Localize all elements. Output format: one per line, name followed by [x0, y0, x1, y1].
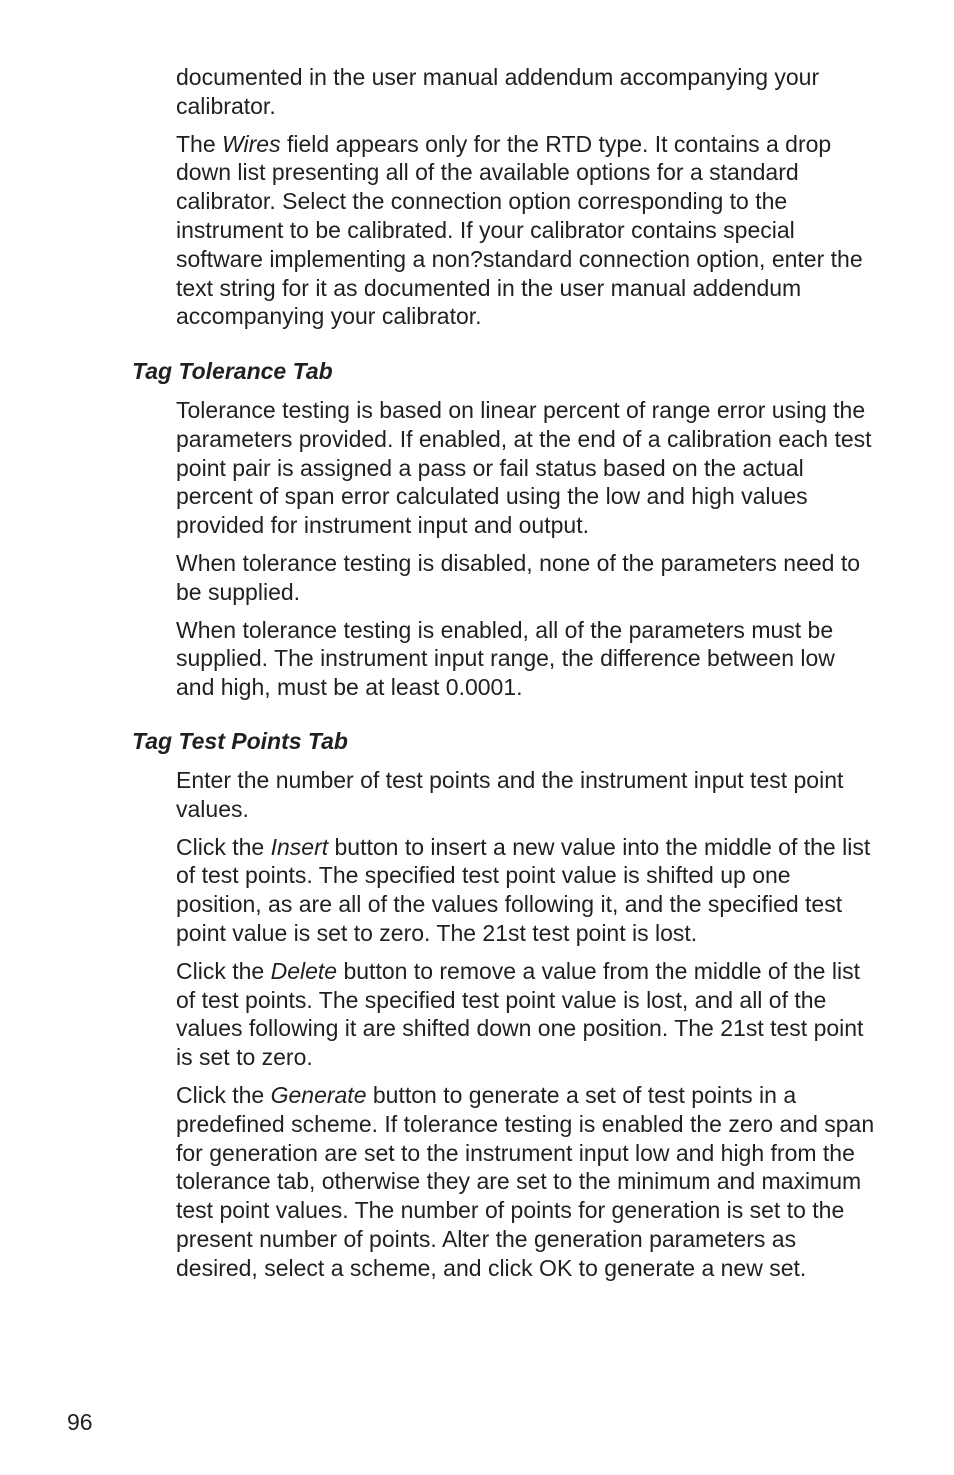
generate-paragraph [176, 1081, 876, 1283]
testpoints-heading: Tag Test Points Tab [132, 728, 348, 754]
generate-text-c: button to generate a set of test points in a predefined scheme. If tolerance testing is enabled the zero and span for generation are set to the instrument input low and high from the tolerance tab, otherwise they are set to the minimum and maximum test point values. The number of points for generation is set to the present number of points. Alter the generation parameters as desired, select a scheme, and click OK to generate a new set. [176, 1081, 875, 1281]
testpoints-section [176, 766, 876, 1292]
wires-paragraph [176, 130, 876, 332]
tolerance-paragraph-3: When tolerance testing is enabled, all of the parameters must be supplied. The instrument input range, the difference between low and high, must be at least 0.0001. [176, 616, 835, 701]
generate-text-a: Click the [176, 1081, 271, 1108]
tolerance-section [176, 396, 876, 711]
intro-paragraph-1: documented in the user manual addendum accompanying your calibrator. [176, 64, 820, 119]
tolerance-paragraph-2: When tolerance testing is disabled, none of the parameters need to be supplied. [176, 549, 861, 605]
insert-text-a: Click the [176, 833, 271, 860]
delete-text-a: Click the [176, 957, 271, 984]
page-number: 96 [67, 1409, 93, 1435]
generate-button-name: Generate [270, 1081, 367, 1108]
wires-text-c: field appears only for the RTD type. It contains a drop down list presenting all of the available options for a standard calibrator. Select the connection option corresponding to the instrument to be calibrated. If your calibrator contains special software implementing a non?standard connection option, enter the text string for it as documented in the user manual addendum accompanying your calibrator. [176, 130, 863, 330]
tolerance-paragraph-1: Tolerance testing is based on linear percent of range error using the parameters provided. If enabled, at the end of a calibration each test point pair is assigned a pass or fail status based on the actual percent of span error calculated using the low and high values provided for instrument input and output. [176, 397, 872, 539]
tolerance-heading: Tag Tolerance Tab [132, 358, 333, 384]
delete-button-name: Delete [270, 957, 338, 984]
insert-button-name: Insert [270, 833, 329, 860]
delete-paragraph [176, 957, 876, 1072]
wires-text-a: The [176, 130, 223, 157]
insert-paragraph [176, 833, 876, 948]
delete-text-c: button to remove a value from the middle of the list of test points. The specified test point value is lost, and all of the values following it are shifted down one position. The 21st test point is set to zero. [176, 957, 864, 1071]
testpoints-paragraph-1: Enter the number of test points and the instrument input test point values. [176, 767, 844, 822]
wires-field-name: Wires [222, 130, 281, 157]
intro-section [176, 63, 876, 340]
insert-text-c: button to insert a new value into the middle of the list of test points. The specified test point value is shifted up one position, as are all of the values following it, and the specified test point value is set to zero. The 21st test point is lost. [176, 833, 871, 946]
